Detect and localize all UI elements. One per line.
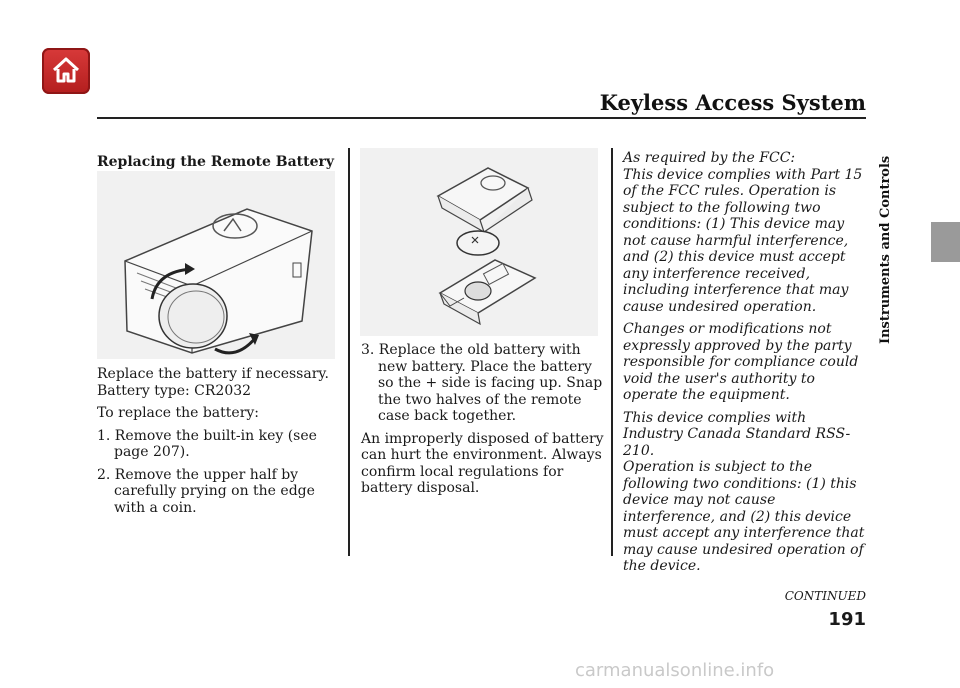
step-2: 2. Remove the upper half by carefully prying on the edge with a coin. [97, 466, 315, 516]
remote-battery-illustration [97, 171, 335, 359]
chapter-tab-marker [931, 222, 960, 262]
subsection-heading: Replacing the Remote Battery [97, 154, 335, 170]
col3-text [623, 150, 868, 575]
column-divider-1 [348, 148, 350, 556]
watermark: carmanualsonline.info [575, 660, 775, 681]
fcc-changes-text: Changes or modifications not expressly approved by the party responsible for compliance could void the user's authority to operate the equipment. [623, 321, 859, 403]
step-1: 1. Remove the built-in key (see page 207). [97, 427, 317, 460]
step-3: 3. Replace the old battery with new battery. Place the battery so the + side is facing up. Snap the two halves of the remote case back together. [361, 342, 603, 424]
home-button[interactable] [42, 48, 90, 94]
canada-standard-text: This device complies with Industry Canada Standard RSS-210. [623, 409, 851, 459]
fcc-heading: As required by the FCC: [623, 150, 796, 166]
page-number: 191 [828, 609, 866, 630]
disposal-text: An improperly disposed of battery can hurt the environment. Always confirm local regulations for battery disposal. [361, 430, 604, 496]
fcc-part15-text: This device complies with Part 15 of the FCC rules. Operation is subject to the following two conditions: (1) This device may not cause harmful interference, and (2) this device must accept any interference received, including interference that may cause undesired operation. [623, 166, 863, 315]
home-icon [50, 55, 82, 85]
battery-replacement-illustration [360, 148, 598, 336]
chapter-side-tab[interactable] [874, 155, 894, 346]
battery-type-text: Battery type: CR2032 [97, 382, 252, 399]
col1-text [97, 366, 342, 516]
canada-conditions-text: Operation is subject to the following two conditions: (1) this device may not cause interference, and (2) this device must accept any interference that may cause undesired operation of the device. [623, 459, 865, 574]
continued-label: CONTINUED [784, 589, 866, 603]
replace-battery-text: Replace the battery if necessary. [97, 366, 329, 382]
header-rule [97, 117, 866, 119]
col2-text [361, 342, 606, 497]
chapter-side-tab-label: Instruments and Controls [878, 155, 893, 344]
column-divider-2 [611, 148, 613, 556]
section-title: Keyless Access System [599, 90, 866, 115]
to-replace-text: To replace the battery: [97, 405, 260, 421]
